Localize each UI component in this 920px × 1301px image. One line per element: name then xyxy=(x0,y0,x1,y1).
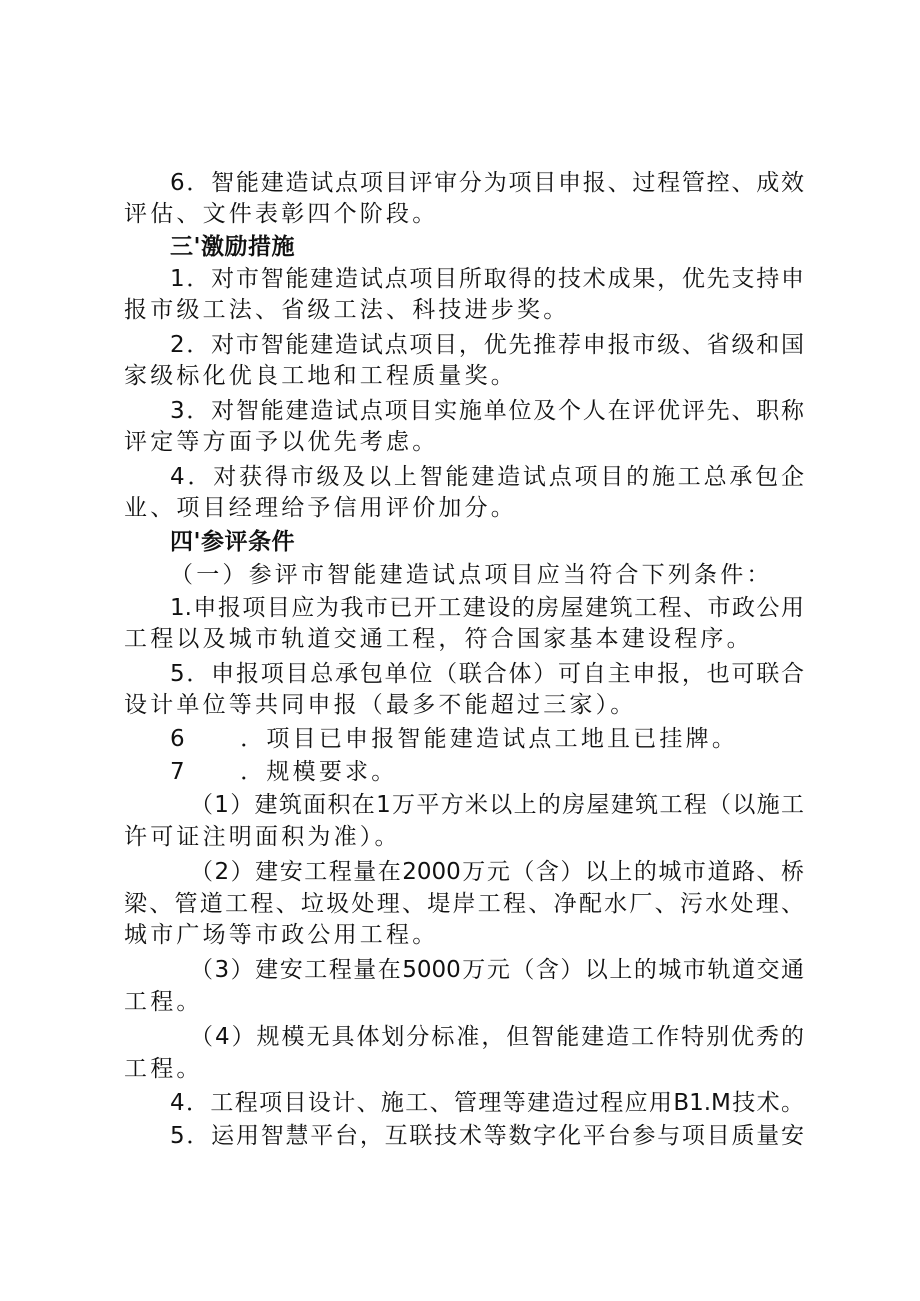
incentive-2-line-1: 2．对市智能建造试点项目，优先推荐申报市级、省级和国 xyxy=(170,332,804,358)
item-6-line-2: 评估、文件表彰四个阶段。 xyxy=(124,201,439,227)
scale-2-line-3: 城市广场等市政公用工程。 xyxy=(124,922,439,948)
condition-1-line-1: 1.申报项目应为我市已开工建设的房屋建筑工程、市政公用 xyxy=(170,595,804,621)
incentive-1-line-1: 1．对市智能建造试点项目所取得的技术成果，优先支持申 xyxy=(170,266,804,292)
condition-5-platform: 5．运用智慧平台，互联技术等数字化平台参与项目质量安 xyxy=(170,1123,804,1149)
incentive-2-line-2: 家级标化优良工地和工程质量奖。 xyxy=(124,363,517,389)
condition-6: 6 ．项目已申报智能建造试点工地且已挂牌。 xyxy=(170,726,739,752)
condition-7: 7 ．规模要求。 xyxy=(170,759,398,785)
scale-3-line-1: （3）建安工程量在5000万元（含）以上的城市轨道交通 xyxy=(190,957,804,983)
condition-5-line-2: 设计单位等共同申报（最多不能超过三家）。 xyxy=(124,692,637,718)
incentive-3-line-2: 评定等方面予以优先考虑。 xyxy=(124,429,439,455)
scale-2-line-2: 梁、管道工程、垃圾处理、堤岸工程、净配水厂、污水处理、 xyxy=(124,891,804,917)
scale-3-line-2: 工程。 xyxy=(124,989,203,1015)
scale-4-line-2: 工程。 xyxy=(124,1056,203,1082)
condition-4-bim: 4．工程项目设计、施工、管理等建造过程应用B1.M技术。 xyxy=(170,1090,804,1116)
item-6-line-1: 6．智能建造试点项目评审分为项目申报、过程管控、成效 xyxy=(170,170,804,196)
scale-1-line-2: 许可证注明面积为准）。 xyxy=(124,824,401,850)
section-heading-eligibility: 四'参评条件 xyxy=(170,529,296,555)
condition-5-line-1: 5．申报项目总承包单位（联合体）可自主申报，也可联合 xyxy=(170,661,804,687)
incentive-4-line-1: 4．对获得市级及以上智能建造试点项目的施工总承包企 xyxy=(170,464,804,490)
incentive-3-line-1: 3．对智能建造试点项目实施单位及个人在评优评先、职称 xyxy=(170,398,804,424)
incentive-1-line-2: 报市级工法、省级工法、科技进步奖。 xyxy=(124,297,570,323)
incentive-4-line-2: 业、项目经理给予信用评价加分。 xyxy=(124,495,517,521)
subsection-1: （一）参评市智能建造试点项目应当符合下列条件： xyxy=(170,562,773,588)
condition-1-line-2: 工程以及城市轨道交通工程，符合国家基本建设程序。 xyxy=(124,626,753,652)
scale-4-line-1: （4）规模无具体划分标准，但智能建造工作特别优秀的 xyxy=(190,1024,804,1050)
scale-1-line-1: （1）建筑面积在1万平方米以上的房屋建筑工程（以施工 xyxy=(190,792,804,818)
scale-2-line-1: （2）建安工程量在2000万元（含）以上的城市道路、桥 xyxy=(190,859,804,885)
section-heading-incentives: 三'激励措施 xyxy=(170,234,296,260)
